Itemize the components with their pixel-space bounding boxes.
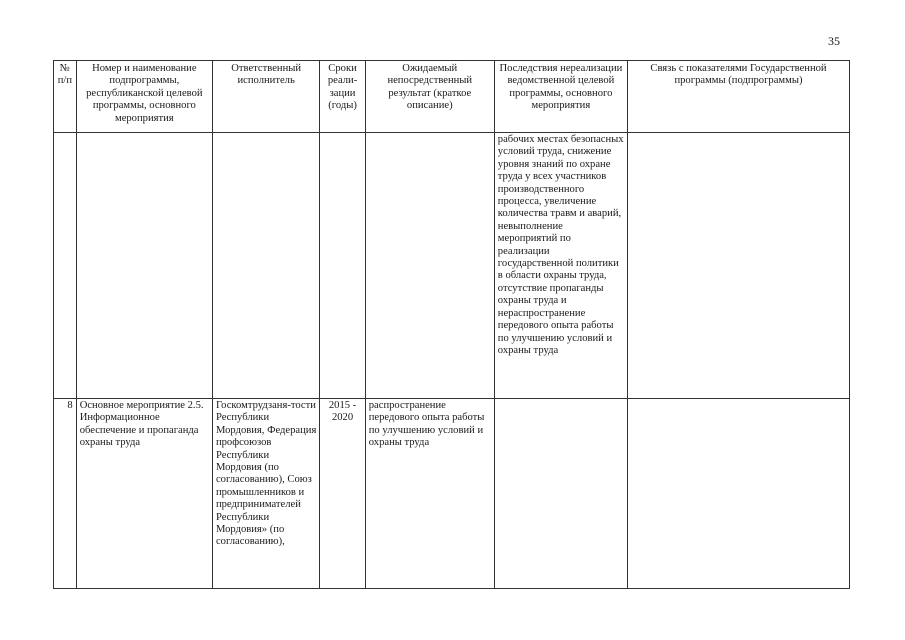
cell-indicator-link — [627, 399, 849, 589]
table-row-8 — [54, 399, 850, 589]
header-executor: Ответственный исполнитель — [212, 61, 319, 133]
cell-program-name: Основное мероприятие 2.5. Информационное обеспечение и пропаганда охраны труда — [76, 399, 212, 589]
cell-empty — [320, 133, 365, 399]
cell-empty — [212, 133, 319, 399]
header-indicator-link: Связь с показателями Государственной программы (подпрограммы) — [627, 61, 849, 133]
header-expected-result: Ожидаемый непосредственный результат (краткое описание) — [365, 61, 494, 133]
header-consequences: Последствия нереализации ведомственной целевой программы, основного мероприятия — [494, 61, 627, 133]
header-program-name: Номер и наименование подпрограммы, республиканской целевой программы, основного мероприятия — [76, 61, 212, 133]
cell-empty — [76, 133, 212, 399]
program-table — [53, 60, 850, 589]
cell-consequences — [494, 399, 627, 589]
cell-executor: Госкомтрудзаня-тости Республики Мордовия, Федерация профсоюзов Республики Мордовия (по согласованию), Союз промышленников и предпринимателей Республики Мордовия» (по согласованию), — [212, 399, 319, 589]
cell-period: 2015 - 2020 — [320, 399, 365, 589]
table-header-row — [54, 61, 850, 133]
cell-empty — [365, 133, 494, 399]
cell-expected-result: распространение передового опыта работы по улучшению условий и охраны труда — [365, 399, 494, 589]
cell-row-number: 8 — [54, 399, 77, 589]
header-number: № п/п — [54, 61, 77, 133]
header-period: Сроки реали-зации (годы) — [320, 61, 365, 133]
cell-consequences-continued: рабочих местах безопасных условий труда, снижение уровня знаний по охране труда у всех участников производственного процесса, увеличение количества травм и аварий, невыполнение мероприятий по реализации государственной политики в области охраны труда, отсутствие пропаганды охраны труда и нераспространение передового опыта работы по улучшению условий и охраны труда — [494, 133, 627, 399]
page-number: 35 — [828, 34, 840, 48]
table-row-continuation — [54, 133, 850, 399]
cell-empty — [627, 133, 849, 399]
cell-empty — [54, 133, 77, 399]
